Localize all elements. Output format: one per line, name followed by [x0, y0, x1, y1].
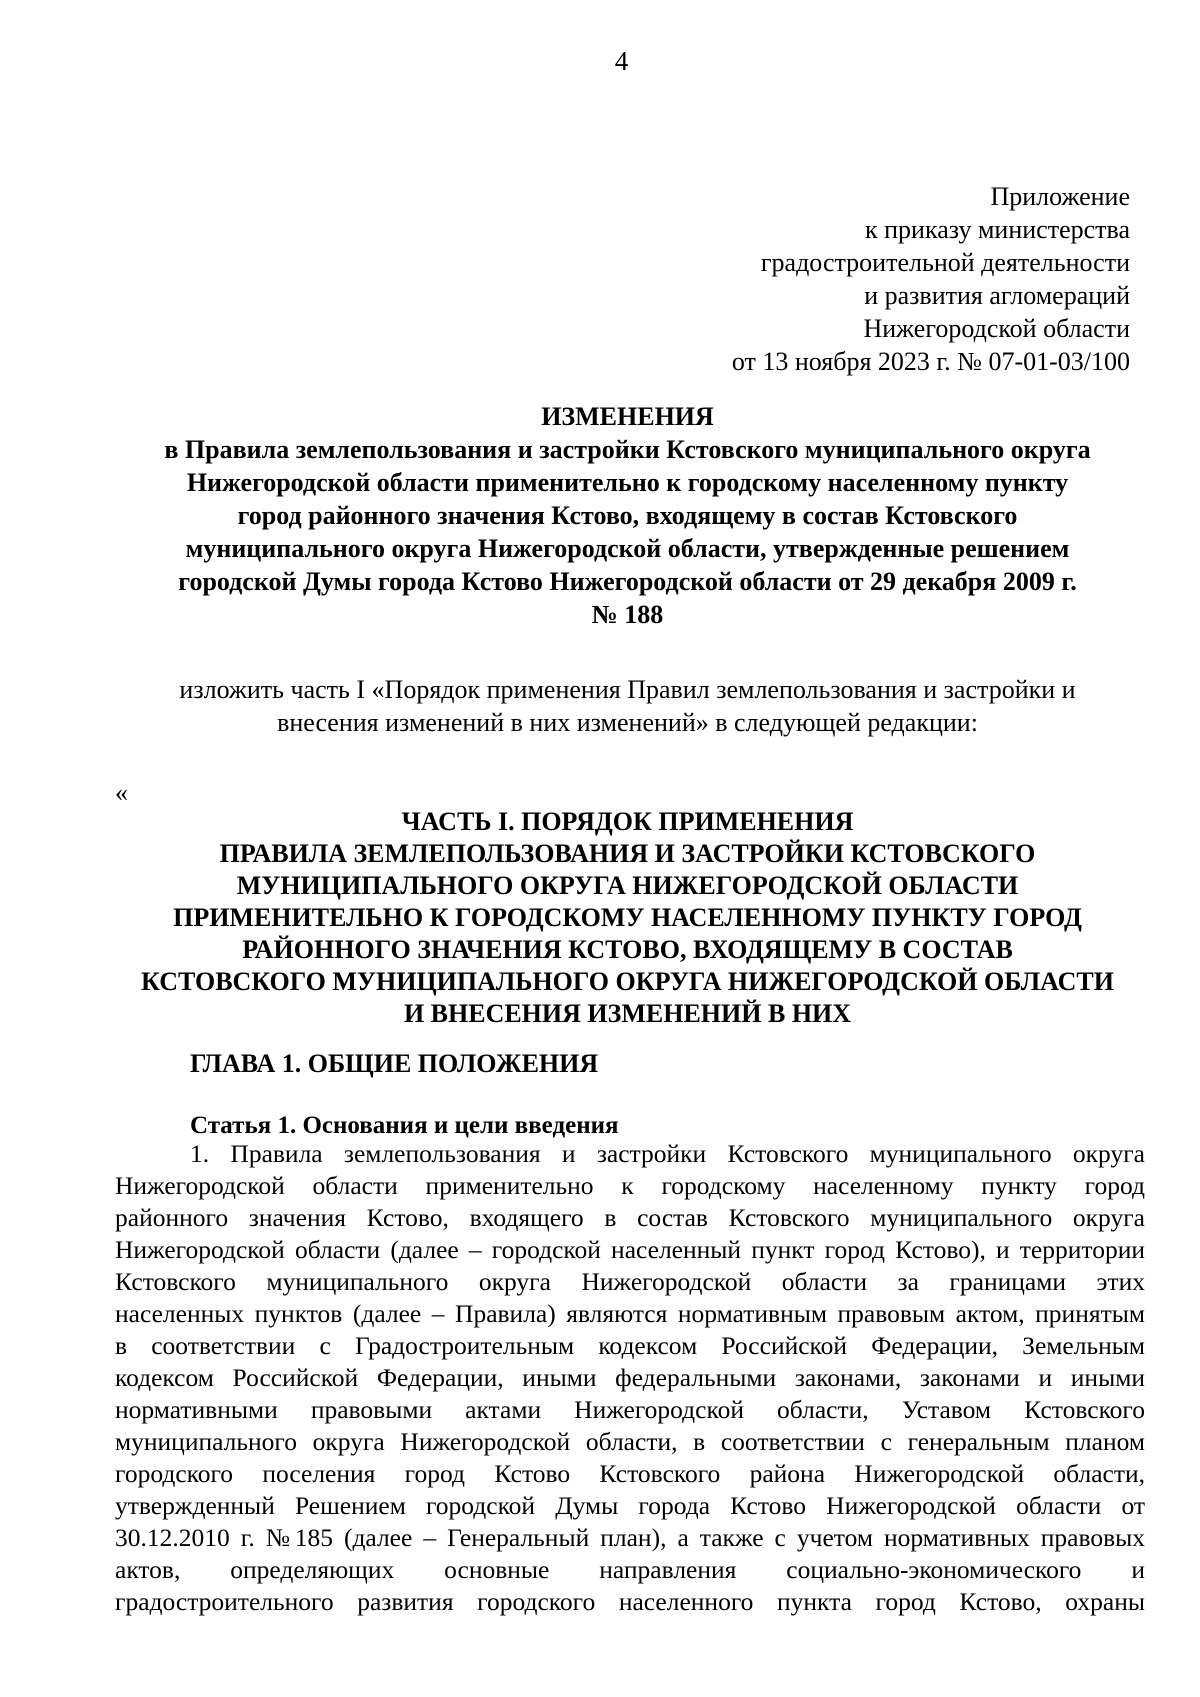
- paragraph-line: утвержденный Решением городской Думы города Кстово Нижегородской области от: [115, 1491, 1145, 1520]
- part-title-line: КСТОВСКОГО МУНИЦИПАЛЬНОГО ОКРУГА НИЖЕГОРОДСКОЙ ОБЛАСТИ: [141, 967, 1114, 996]
- paragraph-line: 30.12.2010 г. №185 (далее – Генеральный план), а также с учетом нормативных правовых: [115, 1523, 1145, 1552]
- document-title-line: муниципального округа Нижегородской области, утвержденные решением: [185, 534, 1070, 563]
- document-title-line: Нижегородской области применительно к городскому населенному пункту: [186, 468, 1069, 497]
- paragraph-line: градостроительного развития городского населенного пункта город Кстово, охраны: [115, 1587, 1145, 1616]
- document-title-line: ИЗМЕНЕНИЯ: [541, 402, 714, 431]
- appendix-line: и развития агломераций: [864, 281, 1130, 310]
- appendix-block: [732, 180, 1130, 378]
- paragraph-line: городского поселения город Кстово Кстовского района Нижегородской области,: [115, 1459, 1145, 1488]
- intro-statement: [110, 673, 1145, 739]
- part-title-line: РАЙОННОГО ЗНАЧЕНИЯ КСТОВО, ВХОДЯЩЕМУ В СОСТАВ: [242, 935, 1013, 964]
- appendix-line: Приложение: [990, 182, 1130, 211]
- paragraph-line: Нижегородской области (далее – городской населенный пункт город Кстово), и территории: [115, 1235, 1145, 1264]
- intro-line: внесения изменений в них изменений» в следующей редакции:: [277, 708, 978, 737]
- document-title-line: городской Думы города Кстово Нижегородской области от 29 декабря 2009 г.: [178, 567, 1077, 596]
- document-title-line: № 188: [591, 600, 664, 629]
- page-number: 4: [614, 46, 629, 76]
- appendix-line: Нижегородской области: [863, 314, 1130, 343]
- paragraph-line: населенных пунктов (далее – Правила) являются нормативным правовым актом, принятым: [115, 1299, 1145, 1328]
- chapter-heading: ГЛАВА 1. ОБЩИЕ ПОЛОЖЕНИЯ: [190, 1049, 599, 1078]
- part-title-line: МУНИЦИПАЛЬНОГО ОКРУГА НИЖЕГОРОДСКОЙ ОБЛАСТИ: [236, 871, 1019, 900]
- part-title-line: ЧАСТЬ I. ПОРЯДОК ПРИМЕНЕНИЯ: [401, 807, 854, 836]
- paragraph-line: нормативными правовыми актами Нижегородской области, Уставом Кстовского: [115, 1395, 1145, 1424]
- part-title: [110, 806, 1145, 1030]
- appendix-line: от 13 ноября 2023 г. № 07-01-03/100: [731, 347, 1130, 376]
- paragraph-line: Кстовского муниципального округа Нижегородской области за границами этих: [115, 1267, 1145, 1296]
- paragraph-line: муниципального округа Нижегородской области, в соответствии с генеральным планом: [115, 1427, 1145, 1456]
- paragraph-line: в соответствии с Градостроительным кодексом Российской Федерации, Земельным: [115, 1331, 1145, 1360]
- appendix-line: градостроительной деятельности: [760, 248, 1130, 277]
- paragraph-line: 1. Правила землепользования и застройки Кстовского муниципального округа: [190, 1139, 1145, 1168]
- appendix-line: к приказу министерства: [865, 215, 1130, 244]
- intro-line: изложить часть I «Порядок применения Правил землепользования и застройки и: [179, 675, 1076, 704]
- paragraph-line: актов, определяющих основные направления социально-экономического и: [115, 1555, 1145, 1584]
- article-paragraph: [115, 1138, 1145, 1618]
- paragraph-line: кодексом Российской Федерации, иными федеральными законами, законами и иными: [115, 1363, 1145, 1392]
- document-title-line: город районного значения Кстово, входящему в состав Кстовского: [237, 501, 1018, 530]
- article-heading: Статья 1. Основания и цели введения: [190, 1112, 619, 1139]
- document-title: [110, 400, 1145, 631]
- part-title-line: И ВНЕСЕНИЯ ИЗМЕНЕНИЙ В НИХ: [403, 999, 852, 1028]
- part-title-line: ПРАВИЛА ЗЕМЛЕПОЛЬЗОВАНИЯ И ЗАСТРОЙКИ КСТОВСКОГО: [219, 839, 1036, 868]
- opening-quote-mark: «: [115, 778, 128, 807]
- paragraph-line: районного значения Кстово, входящего в состав Кстовского муниципального округа: [115, 1203, 1145, 1232]
- paragraph-line: Нижегородской области применительно к городскому населенному пункту город: [115, 1171, 1145, 1200]
- document-title-line: в Правила землепользования и застройки Кстовского муниципального округа: [164, 435, 1091, 464]
- part-title-line: ПРИМЕНИТЕЛЬНО К ГОРОДСКОМУ НАСЕЛЕННОМУ ПУНКТУ ГОРОД: [173, 903, 1082, 932]
